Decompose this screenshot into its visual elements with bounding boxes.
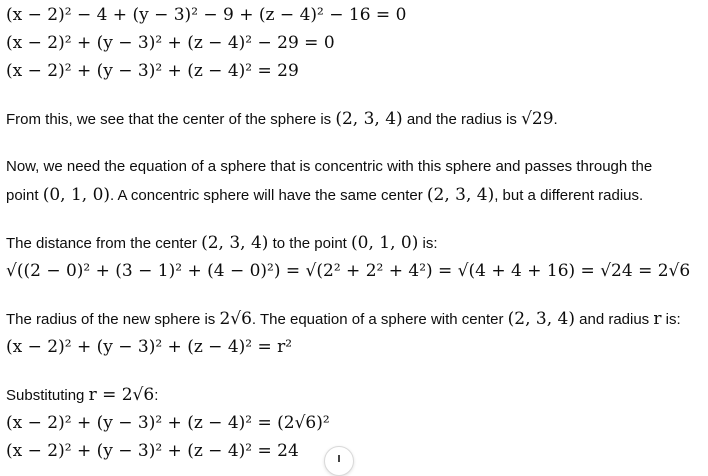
text-run: The distance from the center	[6, 235, 202, 252]
equation-line-1: (x − 2)² − 4 + (y − 3)² − 9 + (z − 4)² − 16 = 0	[6, 5, 407, 25]
text-run: :	[154, 387, 159, 404]
paragraph-center-radius	[6, 107, 558, 132]
scroll-down-button[interactable]	[324, 446, 354, 476]
inline-math: 2√6	[219, 309, 252, 329]
equation-line-2: (x − 2)² + (y − 3)² + (z − 4)² − 29 = 0	[6, 33, 335, 53]
text-run: .	[553, 111, 558, 128]
text-run: Substituting	[6, 387, 89, 404]
inline-math: (0, 1, 0)	[42, 185, 111, 205]
inline-math: (2, 3, 4)	[201, 233, 269, 253]
inline-math: √29	[521, 109, 554, 129]
text-run: to the point	[268, 235, 351, 252]
equation-general-sphere: (x − 2)² + (y − 3)² + (z − 4)² = r²	[6, 337, 293, 357]
text-run: is:	[418, 235, 438, 252]
inline-math: r = 2√6	[88, 385, 155, 405]
text-run: The radius of the new sphere is	[6, 311, 220, 328]
paragraph-new-radius	[6, 307, 681, 332]
paragraph-substituting	[6, 383, 158, 408]
text-run: and radius	[574, 311, 654, 328]
paragraph-concentric-1	[6, 155, 652, 179]
equation-distance: √((2 − 0)² + (3 − 1)² + (4 − 0)²) = √(2² + 2² + 4²) = √(4 + 4 + 16) = √24 = 2√6	[6, 261, 691, 281]
equation-line-3: (x − 2)² + (y − 3)² + (z − 4)² = 29	[6, 61, 299, 81]
inline-math: (2, 3, 4)	[426, 185, 495, 205]
text-run: Now, we need the equation of a sphere that is concentric with this sphere and passes through the	[6, 158, 653, 175]
inline-math: (0, 1, 0)	[351, 233, 419, 253]
inline-math: r	[653, 309, 662, 329]
text-run: is:	[661, 311, 681, 328]
text-run: and the radius is	[402, 111, 522, 128]
text-run: . The equation of a sphere with center	[251, 311, 508, 328]
text-run: point	[6, 187, 43, 204]
inline-math: (2, 3, 4)	[507, 309, 575, 329]
paragraph-concentric-2	[6, 183, 643, 208]
equation-substituted: (x − 2)² + (y − 3)² + (z − 4)² = (2√6)²	[6, 413, 330, 433]
text-run: , but a different radius.	[494, 187, 644, 204]
text-run: . A concentric sphere will have the same center	[110, 187, 427, 204]
paragraph-distance	[6, 231, 438, 256]
inline-math: (2, 3, 4)	[335, 109, 403, 129]
equation-final: (x − 2)² + (y − 3)² + (z − 4)² = 24	[6, 441, 299, 461]
text-run: From this, we see that the center of the sphere is	[6, 111, 336, 128]
